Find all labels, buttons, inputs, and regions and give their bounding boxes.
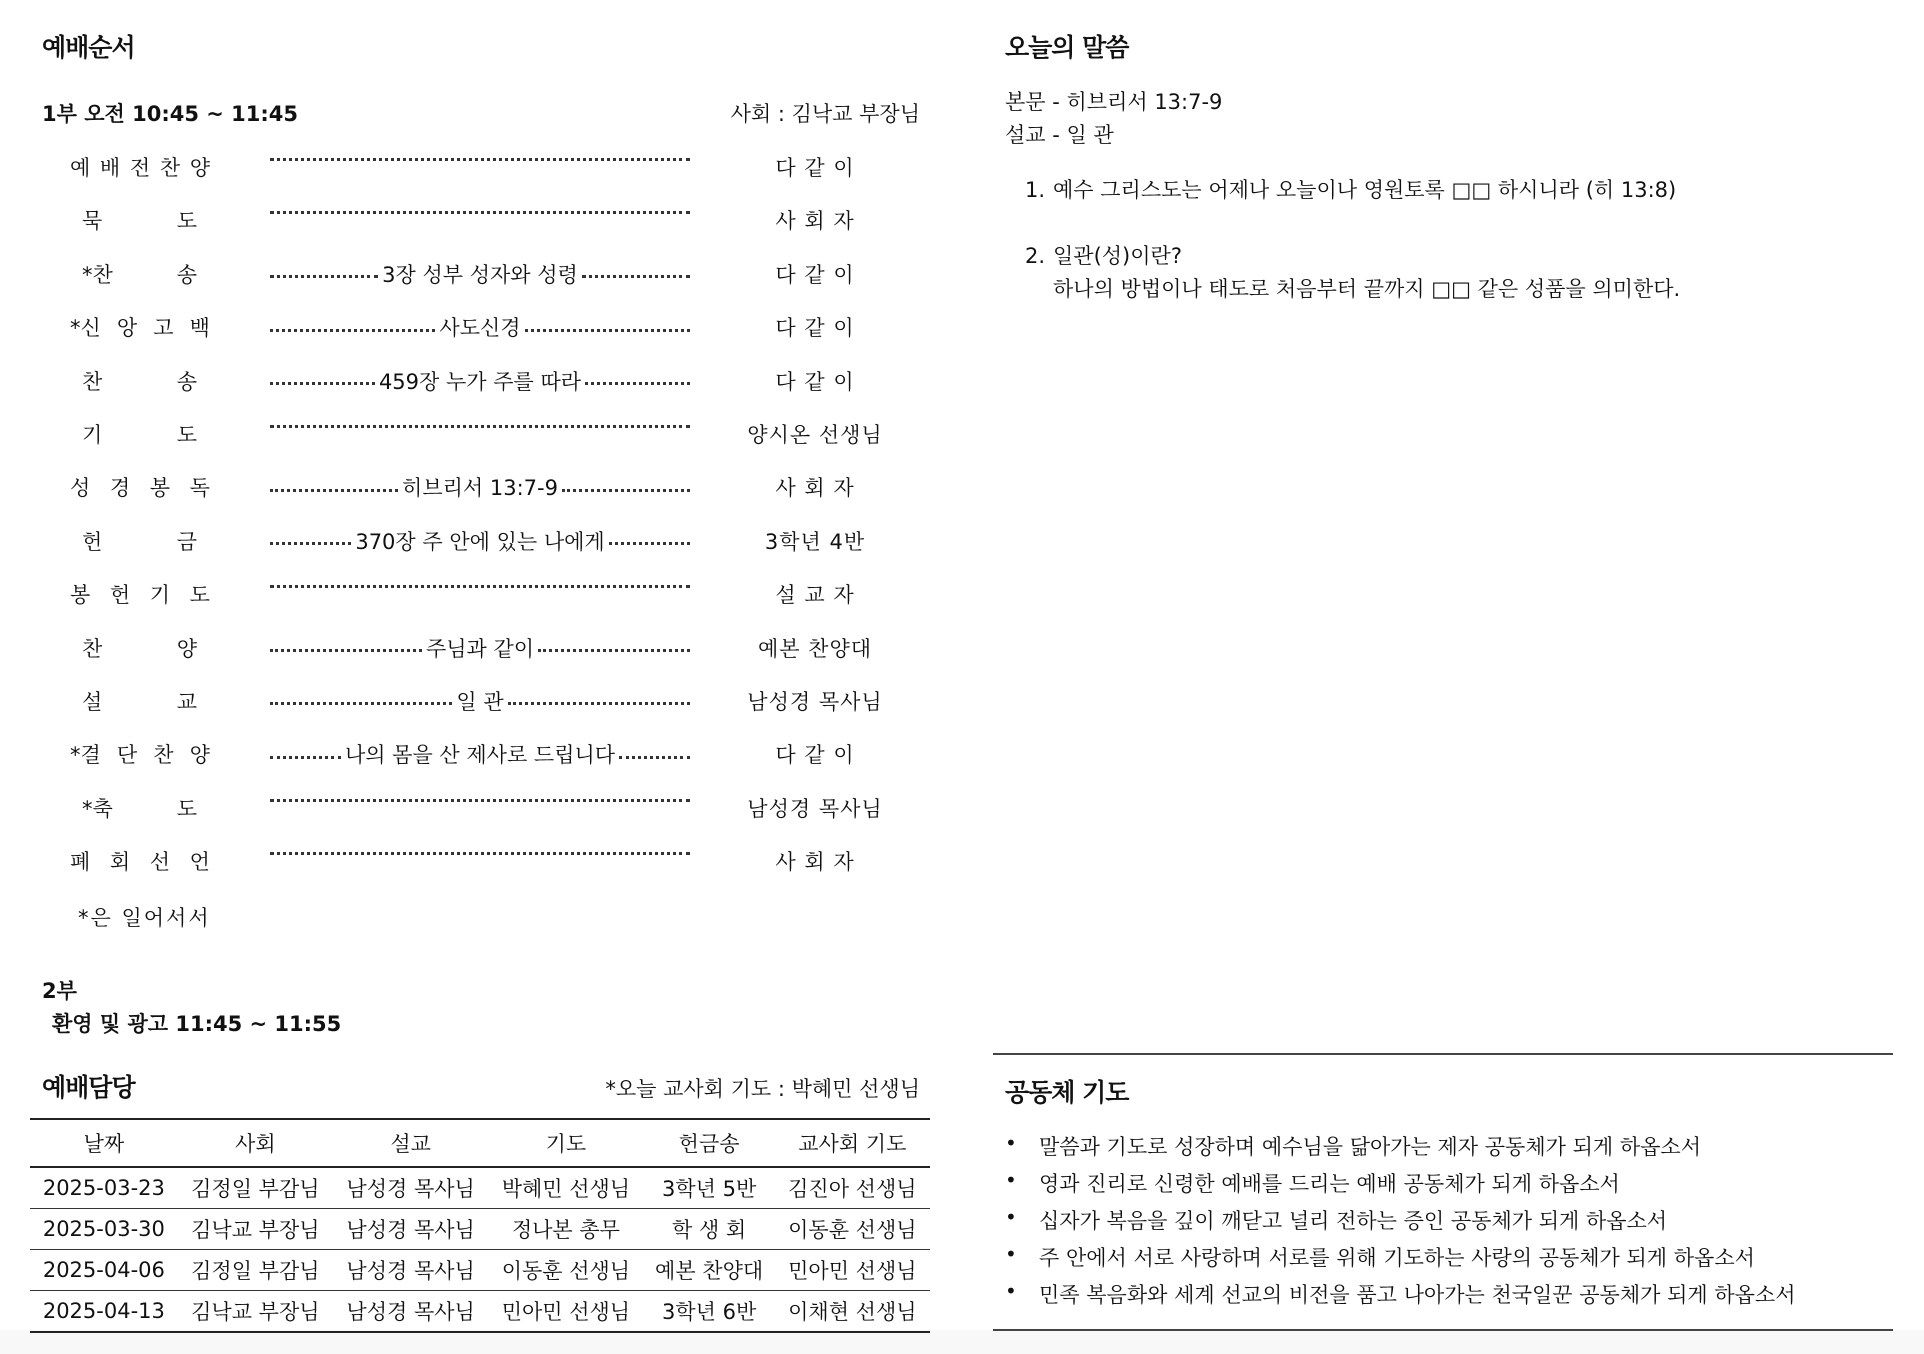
table-row — [30, 1250, 930, 1291]
question-1-text: 예수 그리스도는 어제나 오늘이나 영원토록 □□ 하시니라 (히 13:8) — [1053, 178, 1677, 202]
duty-table-body — [30, 1167, 930, 1332]
order-label-char: 전 — [129, 156, 151, 180]
order-label-char: *찬 — [82, 262, 113, 287]
order-label-char: 금 — [176, 529, 197, 554]
order-label-char: 송 — [176, 369, 197, 394]
dotted-leader — [525, 315, 690, 332]
order-item-label — [82, 633, 197, 663]
order-row — [30, 205, 930, 258]
dotted-leader — [582, 261, 690, 278]
dotted-leader — [270, 144, 690, 161]
table-cell: 남성경 목사님 — [333, 1209, 488, 1250]
duty-title: 예배담당 — [42, 1073, 135, 1102]
order-label-char: 도 — [176, 209, 197, 234]
table-cell: 김낙교 부장님 — [178, 1209, 333, 1250]
order-item-detail: 459장 누가 주를 따라 — [378, 369, 582, 394]
order-label-char: 찬 — [82, 636, 103, 661]
order-row — [30, 846, 930, 899]
part2-subtitle: 환영 및 광고 11:45 ~ 11:55 — [52, 1012, 342, 1036]
order-label-char: 도 — [189, 583, 210, 608]
order-item-label — [70, 739, 210, 769]
order-row — [30, 472, 930, 525]
order-item-person: 사 회 자 — [775, 209, 855, 234]
question-2-answer: 하나의 방법이나 태도로 처음부터 끝까지 □□ 같은 성품을 의미한다. — [1053, 277, 1681, 301]
bullet-icon: • — [1005, 1168, 1017, 1192]
order-label-char: 예 — [70, 156, 91, 180]
dotted-leader — [619, 742, 690, 759]
order-item-leader — [270, 152, 690, 161]
order-label-char: 언 — [189, 850, 210, 875]
order-label-char: 교 — [176, 689, 197, 714]
order-label-char: 도 — [176, 422, 197, 447]
duty-header-cell: 날짜 — [30, 1119, 178, 1167]
dotted-leader — [562, 475, 690, 492]
table-cell: 2025-03-23 — [30, 1167, 178, 1209]
order-row — [30, 686, 930, 739]
scripture-text: 본문 - 히브리서 13:7-9 — [1005, 90, 1223, 114]
table-cell: 김정일 부감님 — [178, 1250, 333, 1291]
order-label-char: 회 — [109, 850, 131, 875]
part2-title: 2부 — [42, 979, 77, 1003]
order-item-leader — [270, 579, 690, 588]
table-cell: 남성경 목사님 — [333, 1167, 488, 1209]
dotted-leader — [270, 315, 435, 332]
table-cell: 박혜민 선생님 — [488, 1167, 643, 1209]
order-item-person: 예본 찬양대 — [757, 636, 873, 661]
order-item-leader — [270, 205, 690, 214]
dotted-leader — [270, 571, 690, 588]
table-cell: 3학년 6반 — [644, 1291, 775, 1333]
order-label-char: 헌 — [109, 583, 131, 608]
order-item-person: 다 같 이 — [775, 156, 855, 180]
rise-note: *은 일어서서 — [78, 906, 211, 930]
order-row — [30, 579, 930, 632]
part1-header — [42, 98, 920, 128]
dotted-leader — [270, 838, 690, 855]
order-item-leader — [270, 472, 690, 502]
part1-time: 1부 오전 10:45 ~ 11:45 — [42, 102, 298, 126]
dotted-leader — [270, 635, 422, 652]
prayer-text: 주 안에서 서로 사랑하며 서로를 위해 기도하는 사랑의 공동체가 되게 하옵소서 — [1039, 1246, 1755, 1270]
order-item-label — [70, 312, 210, 342]
order-row — [30, 633, 930, 686]
host-name: 사회 : 김낙교 부장님 — [730, 102, 920, 126]
bullet-icon: • — [1005, 1242, 1017, 1266]
dotted-leader — [270, 475, 398, 492]
table-cell: 남성경 목사님 — [333, 1250, 488, 1291]
order-item-leader — [270, 686, 690, 716]
order-label-char: 성 — [70, 476, 91, 501]
duty-header-cell: 기도 — [488, 1119, 643, 1167]
list-item — [1005, 1168, 1795, 1205]
order-label-char: 경 — [109, 476, 131, 501]
list-item — [1005, 1205, 1795, 1242]
list-item — [1005, 1242, 1795, 1279]
table-cell: 이채현 선생님 — [775, 1291, 930, 1333]
order-item-person: 다 같 이 — [775, 262, 855, 287]
order-label-char: 설 — [82, 689, 103, 714]
order-row — [30, 312, 930, 365]
order-item-person: 3학년 4반 — [764, 529, 866, 554]
order-label-char: 앙 — [116, 316, 138, 341]
table-row — [30, 1291, 930, 1333]
order-label-char: 봉 — [70, 583, 91, 608]
order-item-label — [70, 472, 210, 502]
dotted-leader — [270, 411, 690, 428]
order-item-label — [82, 205, 197, 235]
order-item-label — [82, 686, 197, 716]
order-item-person: 남성경 목사님 — [747, 689, 883, 714]
table-cell: 민아민 선생님 — [488, 1291, 643, 1333]
duty-note: *오늘 교사회 기도 : 박혜민 선생님 — [605, 1077, 920, 1101]
order-item-person: 사 회 자 — [775, 850, 855, 875]
order-label-char: 양 — [176, 636, 197, 661]
order-row — [30, 259, 930, 312]
order-label-char: 양 — [189, 156, 210, 180]
order-item-leader — [270, 259, 690, 289]
dotted-leader — [270, 785, 690, 802]
order-label-char: 폐 — [70, 850, 91, 875]
order-item-detail: 일 관 — [456, 689, 504, 714]
order-label-char: 기 — [82, 422, 103, 447]
order-label-char: 백 — [189, 316, 210, 341]
table-cell: 민아민 선생님 — [775, 1250, 930, 1291]
dotted-leader — [585, 368, 690, 385]
order-item-detail: 사도신경 — [439, 316, 521, 341]
list-item — [1005, 1279, 1795, 1316]
list-item — [1005, 1131, 1795, 1168]
order-item-leader — [270, 793, 690, 802]
community-prayer-box — [993, 1053, 1893, 1331]
order-title: 예배순서 — [42, 33, 135, 62]
order-item-label — [82, 419, 197, 449]
table-row — [30, 1167, 930, 1209]
prayer-text: 민족 복음화와 세계 선교의 비전을 품고 나아가는 천국일꾼 공동체가 되게 하옵소서 — [1039, 1283, 1796, 1307]
duty-header-cell: 설교 — [333, 1119, 488, 1167]
order-label-char: 선 — [149, 850, 171, 875]
order-label-char: 찬 — [159, 156, 181, 180]
order-item-leader — [270, 419, 690, 428]
table-cell: 이동훈 선생님 — [488, 1250, 643, 1291]
order-row — [30, 419, 930, 472]
order-item-label — [82, 793, 197, 823]
dotted-leader — [270, 368, 375, 385]
sermon-title: 설교 - 일 관 — [1005, 123, 1114, 147]
duty-header-cell: 교사회 기도 — [775, 1119, 930, 1167]
order-item-person: 다 같 이 — [775, 743, 855, 768]
duty-header-row — [30, 1119, 930, 1167]
order-item-leader — [270, 312, 690, 342]
table-cell: 김정일 부감님 — [178, 1167, 333, 1209]
word-title: 오늘의 말씀 — [1005, 33, 1129, 62]
bullet-icon: • — [1005, 1205, 1017, 1229]
dotted-leader — [508, 688, 690, 705]
order-item-person: 양시온 선생님 — [747, 422, 883, 447]
bullet-icon: • — [1005, 1279, 1017, 1303]
question-1 — [1025, 174, 1676, 204]
table-cell: 2025-03-30 — [30, 1209, 178, 1250]
order-item-label — [70, 152, 210, 182]
table-cell: 남성경 목사님 — [333, 1291, 488, 1333]
order-item-leader — [270, 526, 690, 556]
table-row — [30, 1209, 930, 1250]
dotted-leader — [270, 742, 341, 759]
order-item-label — [82, 366, 197, 396]
order-item-leader — [270, 366, 690, 396]
order-item-label — [82, 526, 197, 556]
dotted-leader — [270, 197, 690, 214]
duty-header-cell: 사회 — [178, 1119, 333, 1167]
order-item-leader — [270, 846, 690, 855]
order-label-char: 봉 — [149, 476, 171, 501]
order-item-person: 사 회 자 — [775, 476, 855, 501]
order-item-label — [70, 579, 210, 609]
order-label-char: 찬 — [153, 743, 174, 768]
order-item-label — [70, 846, 210, 876]
order-item-detail: 주님과 같이 — [425, 636, 535, 661]
bullet-icon: • — [1005, 1131, 1017, 1155]
order-item-label — [82, 259, 197, 289]
order-label-char: 양 — [189, 743, 210, 768]
question-2-text: 일관(성)이란? — [1053, 244, 1182, 268]
order-item-person: 남성경 목사님 — [747, 796, 883, 821]
table-cell: 정나본 총무 — [488, 1209, 643, 1250]
community-prayer-list — [1005, 1131, 1795, 1316]
table-cell: 예본 찬양대 — [644, 1250, 775, 1291]
table-cell: 이동훈 선생님 — [775, 1209, 930, 1250]
order-item-leader — [270, 739, 690, 769]
duty-header-cell: 헌금송 — [644, 1119, 775, 1167]
order-label-char: *축 — [82, 796, 113, 821]
order-label-char: 단 — [116, 743, 138, 768]
order-item-person: 다 같 이 — [775, 316, 855, 341]
dotted-leader — [609, 528, 690, 545]
order-label-char: *결 — [70, 743, 101, 768]
order-item-detail: 3장 성부 성자와 성령 — [382, 262, 578, 287]
dotted-leader — [270, 528, 351, 545]
order-list — [30, 152, 930, 899]
order-label-char: 찬 — [82, 369, 103, 394]
table-cell: 학 생 회 — [644, 1209, 775, 1250]
order-label-char: 송 — [176, 262, 197, 287]
table-cell: 3학년 5반 — [644, 1167, 775, 1209]
order-item-person: 다 같 이 — [775, 369, 855, 394]
order-item-leader — [270, 633, 690, 663]
dotted-leader — [270, 261, 378, 278]
dotted-leader — [538, 635, 690, 652]
order-label-char: 헌 — [82, 529, 103, 554]
order-label-char: 도 — [176, 796, 197, 821]
order-item-person: 설 교 자 — [775, 583, 855, 608]
dotted-leader — [270, 688, 452, 705]
order-item-detail: 370장 주 안에 있는 나에게 — [355, 529, 605, 554]
table-cell: 2025-04-06 — [30, 1250, 178, 1291]
order-item-detail: 히브리서 13:7-9 — [402, 476, 558, 501]
order-label-char: 묵 — [82, 209, 103, 234]
order-label-char: 배 — [99, 156, 121, 180]
question-1-number: 1. — [1025, 178, 1046, 202]
question-2 — [1025, 240, 1182, 270]
question-2-number: 2. — [1025, 244, 1046, 268]
prayer-text: 영과 진리로 신령한 예배를 드리는 예배 공동체가 되게 하옵소서 — [1039, 1172, 1620, 1196]
order-item-detail: 나의 몸을 산 제사로 드립니다 — [344, 743, 616, 768]
order-label-char: *신 — [70, 316, 101, 341]
order-label-char: 기 — [149, 583, 171, 608]
prayer-text: 십자가 복음을 깊이 깨닫고 널리 전하는 증인 공동체가 되게 하옵소서 — [1039, 1209, 1668, 1233]
community-title: 공동체 기도 — [1005, 1078, 1129, 1107]
order-label-char: 독 — [189, 476, 210, 501]
order-label-char: 고 — [153, 316, 174, 341]
table-cell: 김낙교 부장님 — [178, 1291, 333, 1333]
table-cell: 김진아 선생님 — [775, 1167, 930, 1209]
duty-table — [30, 1118, 930, 1333]
table-cell: 2025-04-13 — [30, 1291, 178, 1333]
prayer-text: 말씀과 기도로 성장하며 예수님을 닮아가는 제자 공동체가 되게 하옵소서 — [1039, 1135, 1701, 1159]
